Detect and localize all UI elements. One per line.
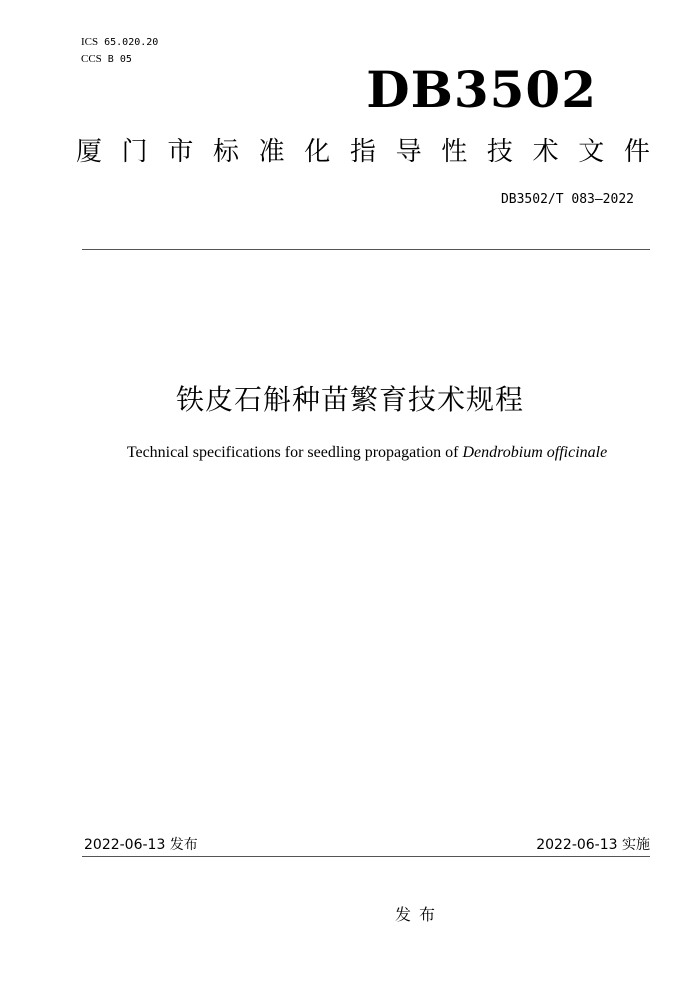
document-type-char: 性 xyxy=(441,137,468,167)
document-type-char: 标 xyxy=(212,137,239,167)
document-type-char: 厦 xyxy=(76,137,103,167)
document-type-char: 文 xyxy=(578,137,605,167)
ics-label: ICS xyxy=(81,36,99,48)
ics-classification xyxy=(81,35,158,50)
document-type-char: 技 xyxy=(486,137,513,167)
document-number: DB3502/T 083—2022 xyxy=(500,192,634,207)
title-english-prefix: Technical specifications for seedling propagation of xyxy=(126,444,463,461)
issue-date: 2022-06-13 发布 xyxy=(84,837,198,853)
document-type-title xyxy=(76,135,650,169)
document-type-char: 化 xyxy=(304,137,331,167)
title-english xyxy=(0,442,700,464)
title-chinese: 铁皮石斛种苗繁育技术规程 xyxy=(175,383,524,416)
document-type-char: 门 xyxy=(121,137,148,167)
ccs-code: B 05 xyxy=(107,54,132,65)
document-type-char: 导 xyxy=(395,137,422,167)
implementation-date: 2022-06-13 实施 xyxy=(536,837,650,853)
ics-code: 65.020.20 xyxy=(104,37,159,48)
document-type-char: 市 xyxy=(167,137,194,167)
document-type-char: 准 xyxy=(258,137,285,167)
bottom-divider xyxy=(82,856,650,857)
document-type-char: 指 xyxy=(349,137,376,167)
issuer: 发布 xyxy=(395,905,444,924)
document-type-char: 件 xyxy=(623,137,650,167)
standard-logo: DB3502 xyxy=(366,60,597,119)
ccs-label: CCS xyxy=(81,53,102,65)
ccs-classification xyxy=(81,52,132,67)
title-english-species: Dendrobium officinale xyxy=(462,444,608,461)
top-divider xyxy=(82,249,650,250)
document-type-char: 术 xyxy=(532,137,559,167)
